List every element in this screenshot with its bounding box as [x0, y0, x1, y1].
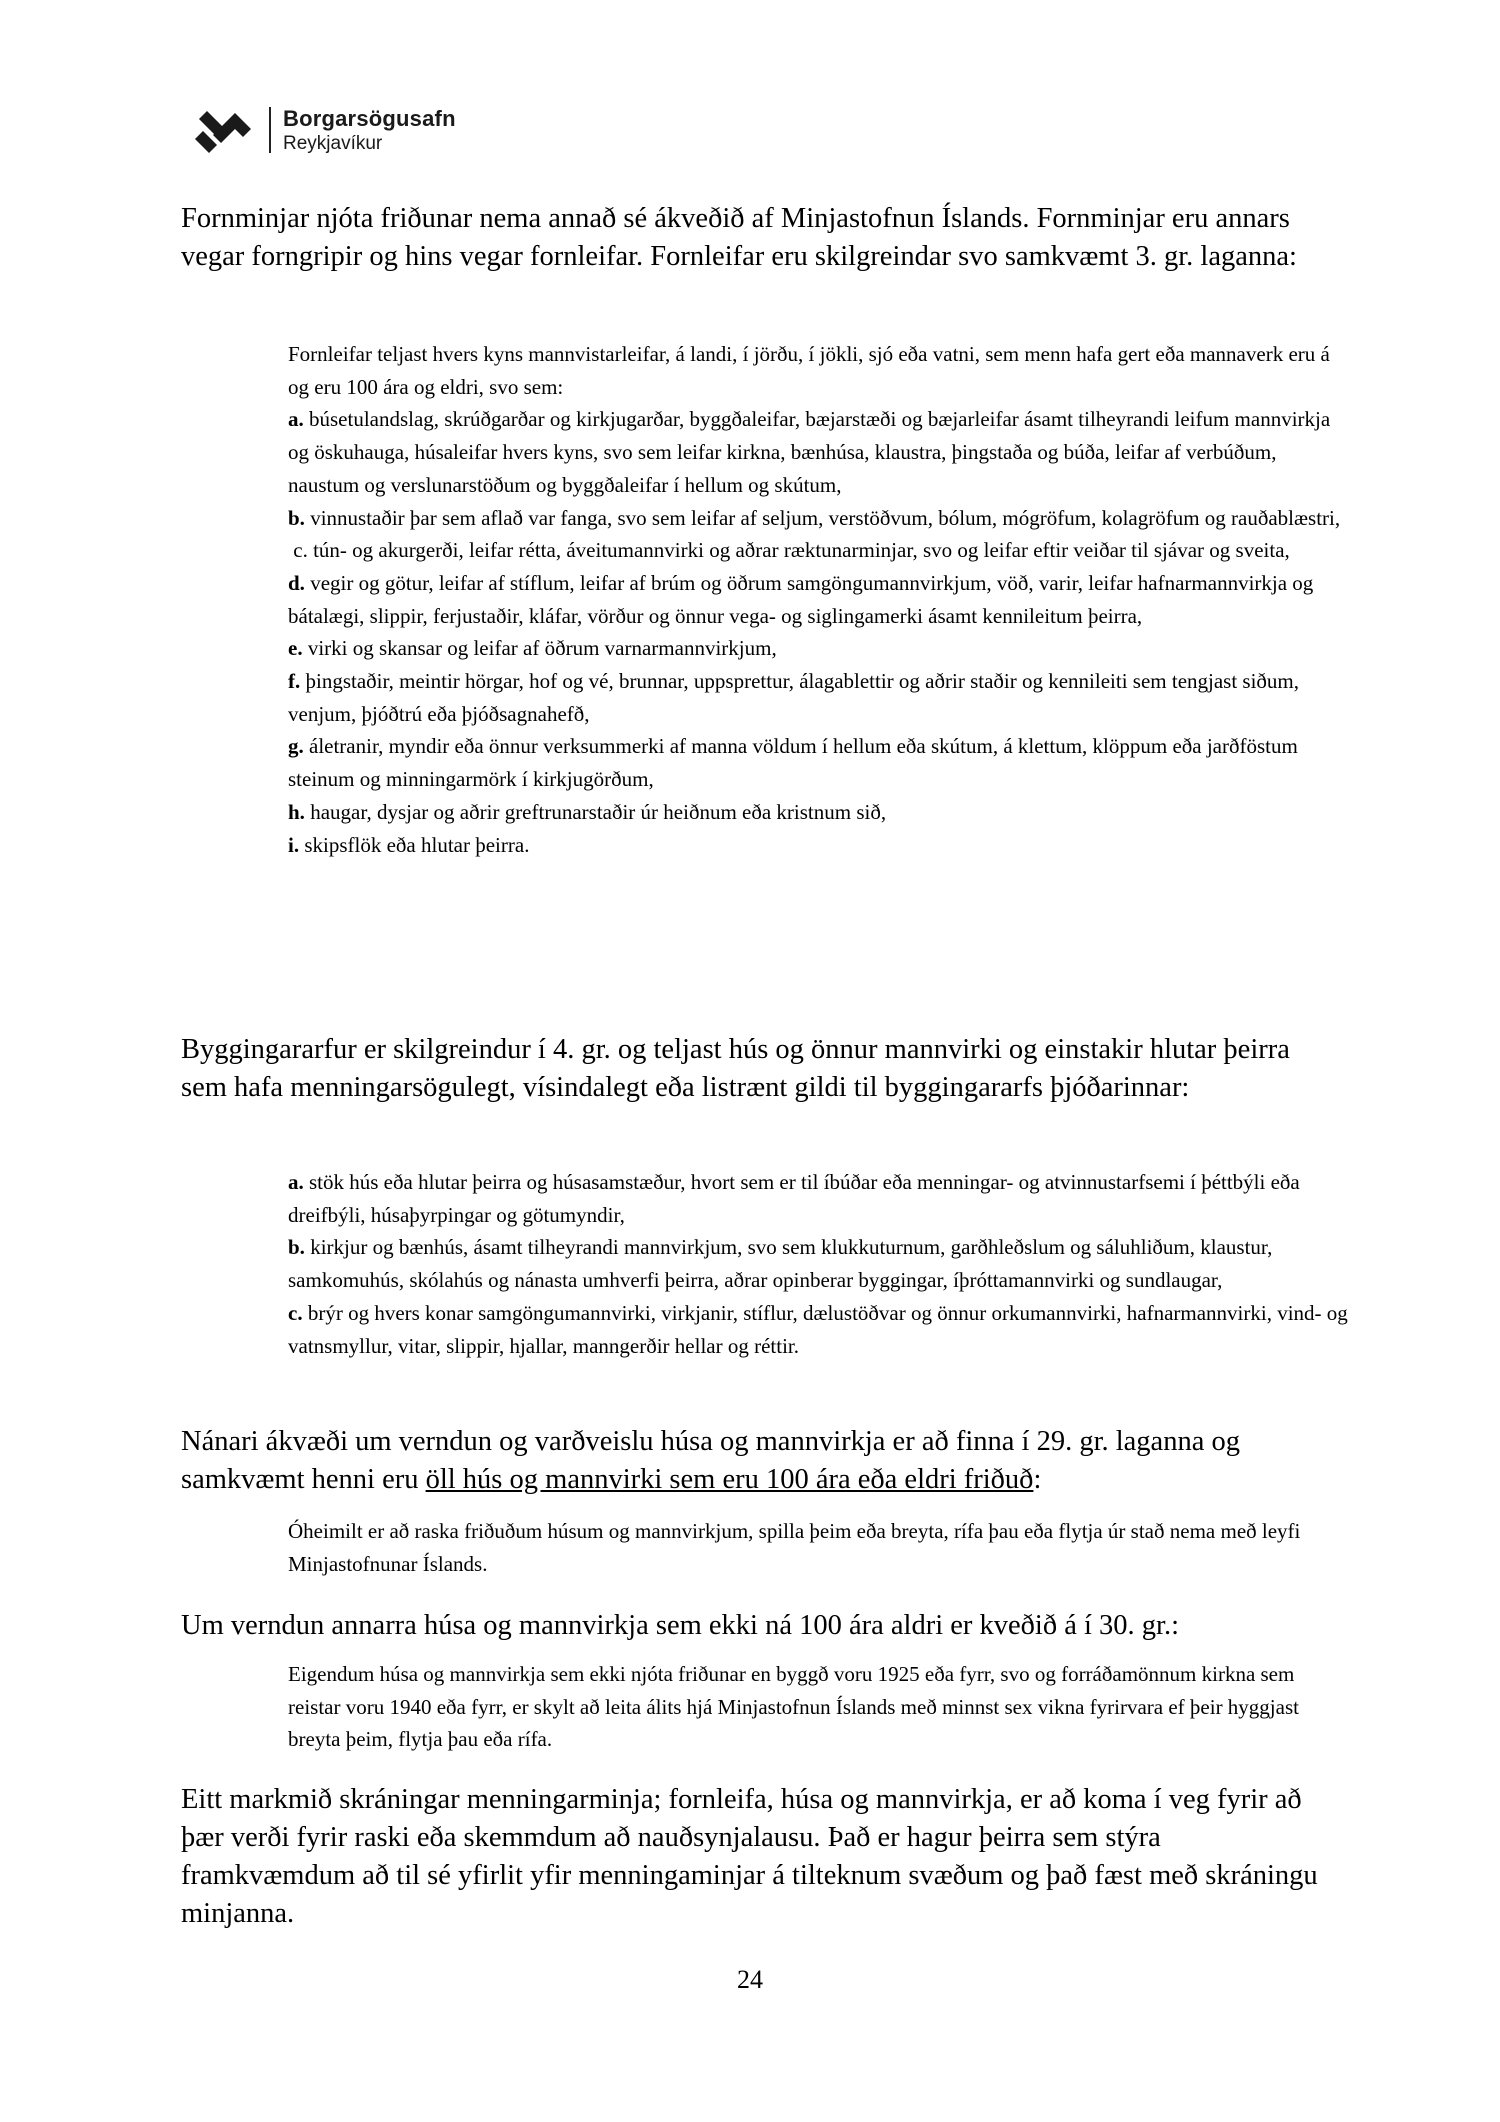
- logo-name: Borgarsögusafn: [283, 105, 456, 131]
- list-item: f. þingstaðir, meintir hörgar, hof og vé, brunnar, uppsprettur, álagablettir og aðrir staðir og kennileiti sem tengjast siðum, venjum, þjóðtrú eða þjóðsagnahefð,: [288, 669, 1300, 726]
- list-item: a. búsetulandslag, skrúðgarðar og kirkjugarðar, byggðaleifar, bæjarstæði og bæjarleifar ásamt tilheyrandi leifum mannvirkja og öskuhauga, húsaleifar hvers kyns, svo sem leifar kirkna, bænhúsa, klaustra, þingstaða og búða, leifar af verbúðum, naustum og verslunarstöðum og byggðaleifar í hellum og skútum,: [288, 407, 1331, 497]
- paragraph-byggingararfur: Byggingararfur er skilgreindur í 4. gr. og teljast hús og önnur mannvirki og einstakir hlutar þeirra sem hafa menningarsögulegt, vísindalegt eða listrænt gildi til byggingararfs þjóðarinnar:: [181, 1034, 1290, 1103]
- quote-intro: Fornleifar teljast hvers kyns mannvistarleifar, á landi, í jörðu, í jökli, sjó eða vatni, sem menn hafa gert eða mannaverk eru á og eru 100 ára og eldri, svo sem:: [288, 342, 1330, 399]
- paragraph-fornminjar: Fornminjar njóta friðunar nema annað sé ákveðið af Minjastofnun Íslands. Fornminjar eru annars vegar forngripir og hins vegar fornleifar. Fornleifar eru skilgreindar svo samkvæmt 3. gr. laganna:: [181, 203, 1297, 272]
- paragraph-verndun-29gr: Nánari ákvæði um verndun og varðveislu húsa og mannvirkja er að finna í 29. gr. laganna og samkvæmt henni eru öll hús og mannvirki sem eru 100 ára eða eldri friðuð:: [181, 1426, 1240, 1495]
- logo-subtitle: Reykjavíkur: [283, 132, 383, 154]
- list-item: b. vinnustaðir þar sem aflað var fanga, svo sem leifar af seljum, verstöðvum, bólum, mógröfum, kolagröfum og rauðablæstri,: [288, 505, 1341, 530]
- quote-byggingararfur-list: [288, 1166, 1348, 1362]
- list-item: a. stök hús eða hlutar þeirra og húsasamstæður, hvort sem er til íbúðar eða menningar- og atvinnustarfsemi í þéttbýli eða dreifbýli, húsaþyrpingar og götumyndir,: [288, 1170, 1300, 1227]
- quote-fornleifar-definition: [288, 338, 1348, 861]
- paragraph-markmid: Eitt markmið skráningar menningarminja; fornleifa, húsa og mannvirkja, er að koma í veg fyrir að þær verði fyrir raski eða skemmdum að nauðsynjalausu. Það er hagur þeirra sem stýra framkvæmdum að til sé yfirlit yfir menningaminjar á tilteknum svæðum og það fæst með skráningu minjanna.: [181, 1784, 1318, 1929]
- quote-29gr: Óheimilt er að raska friðuðum húsum og mannvirkjum, spilla þeim eða breyta, rífa þau eða flytja úr stað nema með leyfi Minjastofnunar Íslands.: [288, 1519, 1301, 1576]
- logo-text: [283, 105, 456, 154]
- list-item: h. haugar, dysjar og aðrir greftrunarstaðir úr heiðnum eða kristnum sið,: [288, 799, 887, 824]
- list-item: c. brýr og hvers konar samgöngumannvirki, virkjanir, stíflur, dælustöðvar og önnur orkumannvirki, hafnarmannvirki, vind- og vatnsmyllur, vitar, slippir, hjallar, manngerðir hellar og réttir.: [288, 1300, 1348, 1358]
- list-item: i. skipsflök eða hlutar þeirra.: [288, 832, 530, 857]
- museum-logo: [193, 104, 456, 156]
- list-item: c. tún- og akurgerði, leifar rétta, áveitumannvirki og aðrar ræktunarminjar, svo og leifar eftir veiðar til sjávar og sveita,: [293, 538, 1290, 563]
- chevron-logo-icon: [193, 105, 253, 155]
- logo-divider: [269, 107, 271, 153]
- list-item: d. vegir og götur, leifar af stíflum, leifar af brúm og öðrum samgöngumannvirkjum, vöð, varir, leifar hafnarmannvirkja og bátalægi, slippir, ferjustaðir, kláfar, vörður og önnur vega- og siglingamerki ásamt kennileitum þeirra,: [288, 570, 1314, 628]
- list-item: b. kirkjur og bænhús, ásamt tilheyrandi mannvirkjum, svo sem klukkuturnum, garðhleðslum og sáluhliðum, klaustur, samkomuhús, skólahús og nánasta umhverfi þeirra, aðrar opinberar byggingar, íþróttamannvirki og sundlaugar,: [288, 1235, 1273, 1293]
- paragraph-verndun-30gr: Um verndun annarra húsa og mannvirkja sem ekki ná 100 ára aldri er kveðið á í 30. gr.:: [181, 1610, 1179, 1641]
- underlined-statement: öll hús og mannvirki sem eru 100 ára eða eldri friðuð: [425, 1464, 1034, 1495]
- list-item: e. virki og skansar og leifar af öðrum varnarmannvirkjum,: [288, 636, 777, 661]
- page-number: 24: [737, 1965, 763, 1994]
- list-item: g. áletranir, myndir eða önnur verksummerki af manna völdum í hellum eða skútum, á klettum, klöppum eða jarðföstum steinum og minningarmörk í kirkjugörðum,: [288, 734, 1298, 792]
- quote-30gr: Eigendum húsa og mannvirkja sem ekki njóta friðunar en byggð voru 1925 eða fyrr, svo og forráðamönnum kirkna sem reistar voru 1940 eða fyrr, er skylt að leita álits hjá Minjastofnun Íslands með minnst sex vikna fyrirvara ef þeir hyggjast breyta þeim, flytja þau eða rífa.: [288, 1662, 1299, 1752]
